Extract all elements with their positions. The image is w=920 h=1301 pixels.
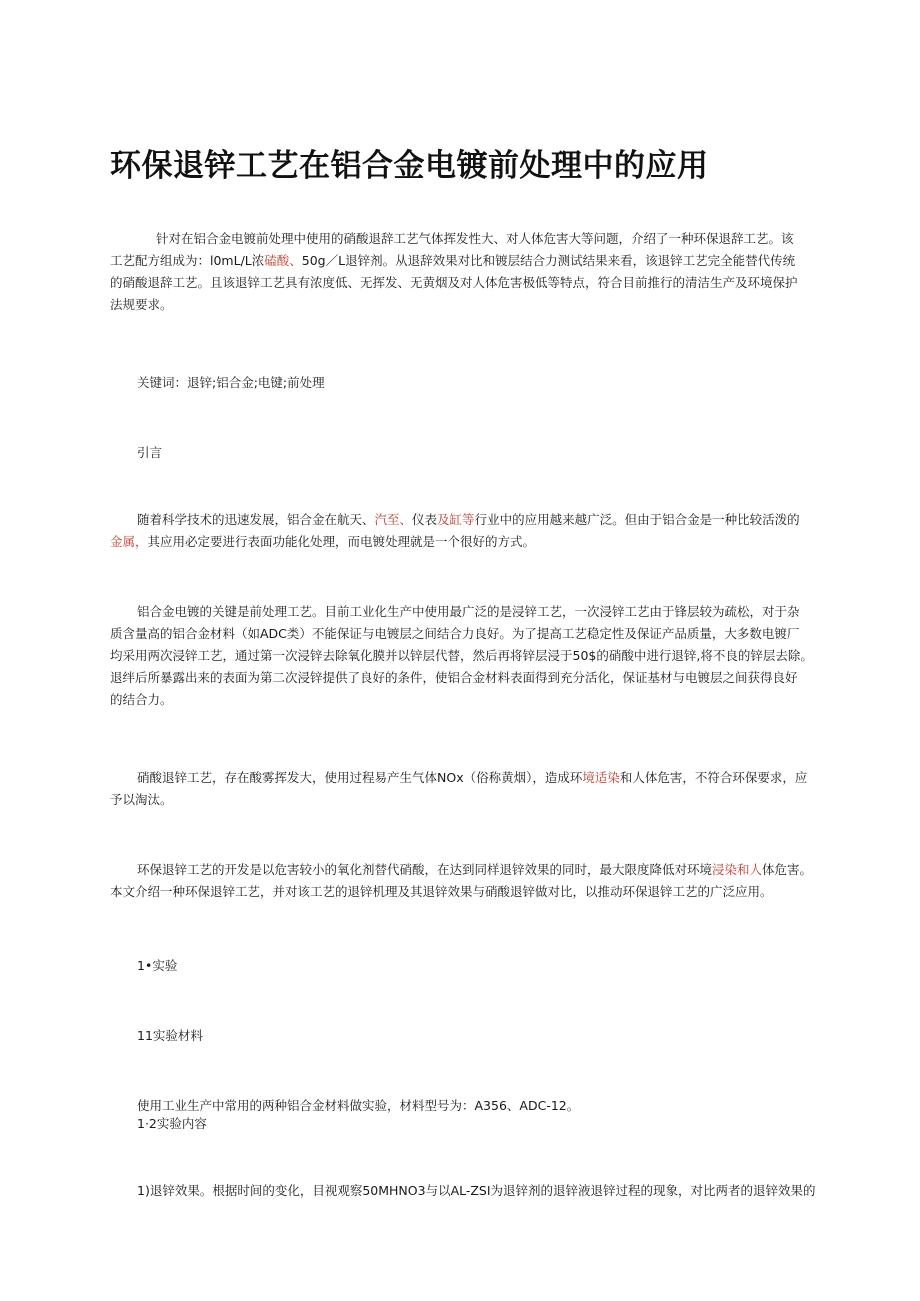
highlighted-term: 浸染和人 — [712, 862, 763, 877]
section-heading: 1•实验 — [137, 958, 178, 973]
paragraph-line: 予以淘汰。 — [110, 792, 173, 807]
paragraph-text: 行业中的应用越来越广泛。但由于铝合金是一种比较活泼的 — [474, 512, 800, 527]
abstract — [110, 228, 810, 316]
abstract-line — [110, 250, 810, 272]
paragraph-line: 本文介绍一种环保退锌工艺，并对该工艺的退锌机理及其退锌效果与硝酸退锌做对比，以推动环保退锌工艺的广泛应用。 — [110, 884, 773, 899]
paragraph-text: 和人体危害，不符合环保要求，应 — [619, 770, 808, 785]
paragraph-line: 均采用两次浸锌工艺，通过第一次浸锌去除氧化膜并以锌层代替，然后再将锌层浸于50$的硝酸中进行退锌,将不良的锌层去除。 — [110, 648, 813, 663]
materials-block — [110, 1095, 810, 1135]
paragraph-line: 退绊后所暴露出来的表面为第二次浸锌提供了良好的条件，使铝合金材料表面得到充分活化，保证基材与电镀层之间获得良好 — [110, 670, 798, 685]
keywords-line: 关键词：退锌;铝合金;电键;前处理 — [137, 375, 325, 390]
section-1 — [110, 955, 810, 977]
paragraph-text: 环保退锌工艺的开发是以危害较小的氧化剂替代硝酸，在达到同样退锌效果的同时，最大限度降低对环境 — [137, 862, 713, 877]
paragraph-line: 的结合力。 — [110, 692, 173, 707]
abstract-line: 法规要求。 — [110, 297, 173, 312]
paragraph-1 — [110, 509, 810, 553]
paragraph-text: 仪表 — [412, 512, 438, 527]
highlighted-term: 金属， — [110, 534, 148, 549]
paragraph-line — [110, 859, 813, 881]
paragraph-line — [110, 767, 810, 789]
abstract-line: 的硝酸退辞工艺。且该退锌工艺具有浓度低、无挥发、无黄烟及对人体危害极低等特点，符合目前推行的清洁生产及环境保护 — [110, 275, 798, 290]
abstract-text: 工艺配方组成为：l0mL/L浓 — [110, 253, 265, 268]
paragraph-text: 硝酸退锌工艺，存在酸雾挥发大，使用过程易产生气体NOx（俗称黄烟），造成环 — [137, 770, 583, 785]
highlighted-term: 境适染 — [582, 770, 620, 785]
highlighted-term: 及缸等 — [437, 512, 475, 527]
paragraph-line — [110, 531, 810, 553]
abstract-line: 针对在铝合金电镀前处理中使用的硝酸退辞工艺气体挥发性大、对人体危害大等问题，介绍了一种环保退辞工艺。该 — [156, 231, 794, 246]
keywords — [110, 372, 810, 394]
paragraph-line: 使用工业生产中常用的两种铝合金材料做实验，材料型号为：A356、ADC-12。 — [137, 1098, 580, 1113]
paragraph-text: 随着科学技术的迅速发展，铝合金在航天、 — [137, 512, 375, 527]
abstract-text: 50g／L退锌剂。从退辞效果对比和镀层结合力测试结果来看，该退锌工艺完全能替代传统 — [301, 253, 796, 268]
paragraph-line: 铝合金电镀的关键是前处理工艺。目前工业化生产中使用最广泛的是浸锌工艺，一次浸锌工艺由于锋层较为疏松，对于杂 — [137, 604, 800, 619]
item-1 — [110, 1180, 816, 1202]
highlighted-term: 磕酸、 — [264, 253, 302, 268]
paragraph-4 — [110, 859, 813, 903]
section-heading: 引言 — [137, 445, 163, 460]
paragraph-line — [110, 509, 810, 531]
section-heading: 11实验材料 — [137, 1028, 203, 1043]
paragraph-text: 其应用必定要进行表面功能化处理，而电镀处理就是一个很好的方式。 — [147, 534, 536, 549]
paragraph-3 — [110, 767, 810, 811]
paragraph-line: 质含量高的铝合金材料（如ADC类）不能保证与电镀层之间结合力良好。为了提高工艺稳定性及保证产品质量，大多数电镀厂 — [110, 626, 800, 641]
paragraph-line: 1)退锌效果。根据时间的变化，目视观察50MHNO3与以AL-ZSI为退锌剂的退锌液退锌过程的现象，对比两者的退锌效果的 — [137, 1183, 816, 1198]
paragraph-2 — [110, 601, 813, 711]
page-title: 环保退锌工艺在铝合金电镀前处理中的应用 — [110, 148, 709, 184]
highlighted-term: 汽至、 — [374, 512, 413, 527]
section-heading: 1·2实验内容 — [137, 1116, 207, 1131]
section-1-1 — [110, 1025, 810, 1047]
intro-heading — [110, 442, 810, 464]
paragraph-text: 体危害。 — [762, 862, 813, 877]
